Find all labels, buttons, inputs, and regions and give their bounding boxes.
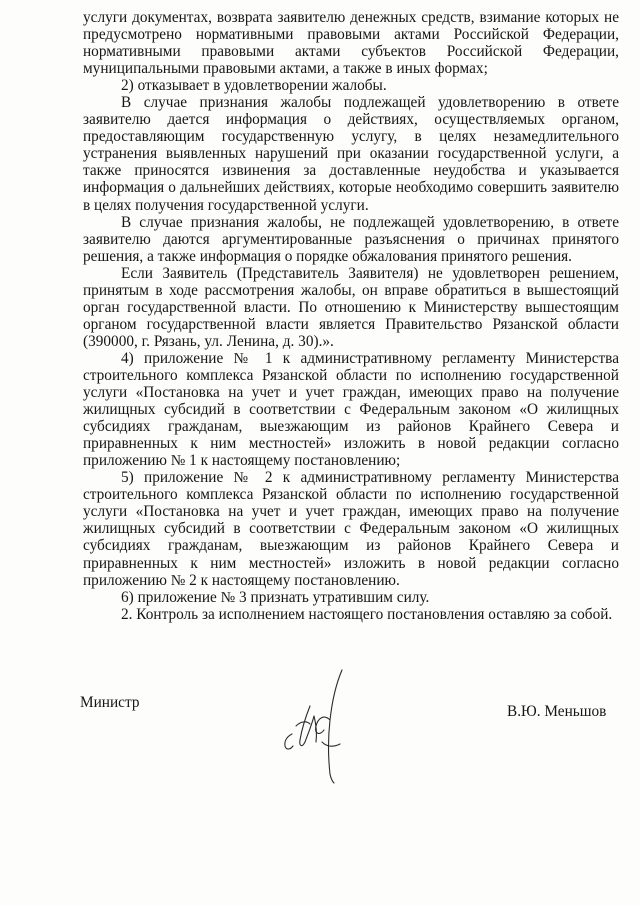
paragraph-item-4: 4) приложение № 1 к административному регламенту Министерства строительного комплекса Рязанской области по исполнению государственной услуги «Постановка на учет и учет граждан, имеющих право на получение жилищных субсидий в соответствии с Федеральным законом «О жилищных субсидиях гражданам, выезжающим из районов Крайнего Севера и приравненных к ним местностей» изложить в новой редакции согласно приложению № 1 к настоящему постановлению; <box>83 349 619 470</box>
paragraph-item-6: 6) приложение № 3 признать утратившим силу. <box>121 588 430 606</box>
paragraph-complaint-rejected: В случае признания жалобы, не подлежащей удовлетворению, в ответе заявителю даются аргументированные разъяснения о причинах принятого решения, а также информация о порядке обжалования принятого решения. <box>83 213 619 265</box>
document-body <box>83 9 619 623</box>
signatory-title: Министр <box>80 694 140 711</box>
signatory-name: В.Ю. Меньшов <box>507 703 607 720</box>
handwritten-signature <box>270 662 358 784</box>
paragraph-item-5: 5) приложение № 2 к административному регламенту Министерства строительного комплекса Рязанской области по исполнению государственной услуги «Постановка на учет и учет граждан, имеющих право на получение жилищных субсидий в соответствии с Федеральным законом «О жилищных субсидиях гражданам, выезжающим из районов Крайнего Севера и приравненных к ним местностей» изложить в новой редакции согласно приложению № 2 к настоящему постановлению. <box>83 469 619 589</box>
paragraph-complaint-satisfied: В случае признания жалобы подлежащей удовлетворению в ответе заявителю дается информация о действиях, осуществляемых органом, предоставляющим государственную услугу, в целях незамедлительного устранения выявленных нарушений при оказании государственной услуги, а также приносятся извинения за доставленные неудобства и указывается информация о дальнейших действиях, которые необходимо совершить заявителю в целях получения государственной услуги. <box>83 94 619 214</box>
paragraph-item-2: 2) отказывает в удовлетворении жалобы. <box>121 77 387 95</box>
paragraph-control: 2. Контроль за исполнением настоящего постановления оставляю за собой. <box>121 605 613 623</box>
paragraph-continuation: услуги документах, возврата заявителю денежных средств, взимание которых не предусмотрено нормативными правовыми актами Российской Федерации, нормативными правовыми актами субъектов Российской Федерации, муниципальными правовыми актами, а также в иных формах; <box>83 9 619 78</box>
paragraph-appeal: Если Заявитель (Представитель Заявителя) не удовлетворен решением, принятым в ходе рассмотрения жалобы, он вправе обратиться в вышестоящий орган государственной власти. По отношению к Министерству вышестоящим органом государственной власти является Правительство Рязанской области (390000, г. Рязань, ул. Ленина, д. 30).». <box>83 264 619 350</box>
